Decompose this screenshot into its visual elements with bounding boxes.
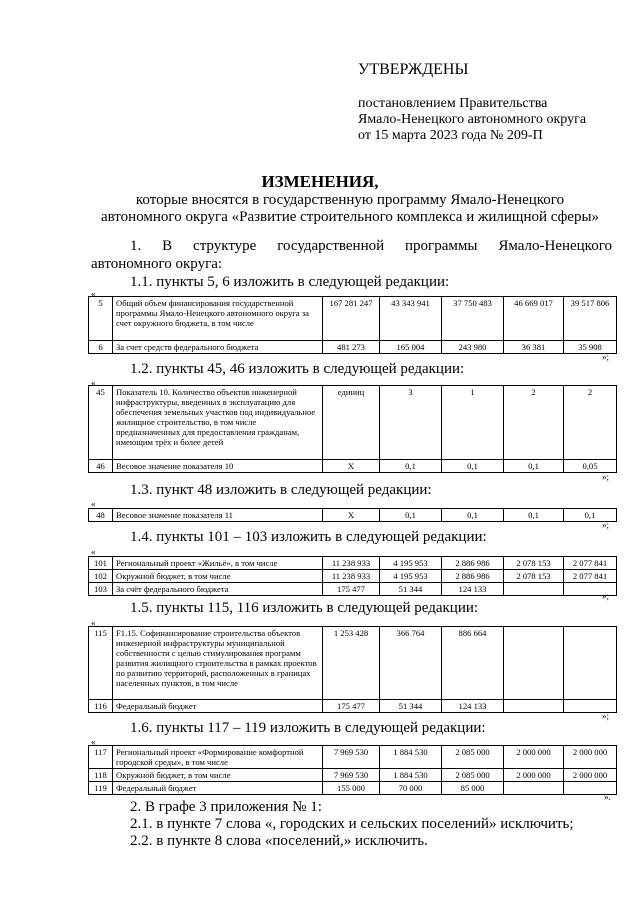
- cell-value: 2 077 841: [564, 557, 617, 570]
- cell-value: 175 477: [323, 583, 380, 596]
- table-row: [89, 570, 617, 583]
- quote-close: »;: [602, 591, 610, 601]
- quote-open: «: [91, 289, 96, 299]
- row-text: Весовое значение показателя 10: [113, 460, 323, 473]
- cell-value: 35 908: [564, 341, 617, 354]
- cell-value: 2: [504, 386, 564, 460]
- quote-close: »;: [602, 472, 610, 482]
- decree-line-1: постановлением Правительства: [358, 96, 548, 111]
- subtitle-line-1: которые вносятся в государственную программу Ямало-Ненецкого: [135, 192, 565, 208]
- final-paragraph-3: 2.2. в пункте 8 слова «поселений,» исключить.: [130, 833, 428, 849]
- row-text: За счёт федерального бюджета: [113, 583, 323, 596]
- table-section-1-5: [88, 626, 617, 713]
- row-number: 46: [89, 460, 113, 473]
- cell-value: 2 085 000: [442, 746, 504, 769]
- table-section-1-1: [88, 296, 617, 354]
- paragraph-1-line-2: автономного округа:: [91, 256, 223, 272]
- row-number: 118: [89, 769, 113, 782]
- table-row: [89, 509, 617, 522]
- row-number: 103: [89, 583, 113, 596]
- cell-value: 165 004: [380, 341, 442, 354]
- cell-value: 43 343 941: [380, 297, 442, 341]
- row-text: Показатель 10. Количество объектов инженерной инфраструктуры, введенных в эксплуатацию для обеспечения земельных участков под индивидуальное жилищное строительство, в том числе предназначенных для предоставления гражданам, имеющим трёх и более детей: [113, 386, 323, 460]
- table-row: [89, 341, 617, 354]
- cell-value: [504, 700, 564, 713]
- table-section-1-2: [88, 385, 617, 473]
- quote-open: «: [91, 499, 96, 509]
- cell-value: 3: [380, 386, 442, 460]
- cell-value: 36 381: [504, 341, 564, 354]
- cell-value: 1: [442, 386, 504, 460]
- row-number: 116: [89, 700, 113, 713]
- table-row: [89, 386, 617, 460]
- cell-value: 2 886 986: [442, 570, 504, 583]
- decree-line-2: Ямало-Ненецкого автономного округа: [358, 112, 587, 127]
- cell-value: [504, 782, 564, 795]
- cell-value: 886 664: [442, 627, 504, 700]
- quote-close: »;: [602, 711, 610, 721]
- decree-line-3: от 15 марта 2023 года № 209-П: [358, 128, 543, 143]
- cell-value: 175 477: [323, 700, 380, 713]
- row-text: Общий объем финансирования государственной программы Ямало-Ненецкого автономного округа за счет окружного бюджета, в том числе: [113, 297, 323, 341]
- cell-value: 2 085 000: [442, 769, 504, 782]
- cell-value: 0,1: [564, 509, 617, 522]
- row-text: F1.15. Софинансирование строительства объектов инженерной инфраструктуры муниципальной собственности с целью стимулирования программ развития жилищного строительства в рамках проектов по развитию территорий, расположенных в границах населенных пунктов, в том числе: [113, 627, 323, 700]
- table-row: [89, 700, 617, 713]
- cell-value: 2 000 000: [564, 746, 617, 769]
- cell-value: [504, 583, 564, 596]
- table-row: [89, 583, 617, 596]
- row-text: Весовое значение показателя 11: [113, 509, 323, 522]
- table-section-1-4: [88, 556, 617, 596]
- final-paragraph-1: 2. В графе 3 приложения № 1:: [130, 799, 322, 815]
- cell-value: 37 750 483: [442, 297, 504, 341]
- cell-value: 2 886 986: [442, 557, 504, 570]
- row-number: 115: [89, 627, 113, 700]
- cell-value: 7 969 530: [323, 769, 380, 782]
- table-row: [89, 746, 617, 769]
- paragraph-1-line-1: 1. В структуре государственной программы Ямало-Ненецкого: [130, 238, 612, 254]
- cell-value: 0,1: [504, 460, 564, 473]
- cell-value: 46 669 017: [504, 297, 564, 341]
- cell-value: единиц: [323, 386, 380, 460]
- cell-value: 2 000 000: [504, 769, 564, 782]
- final-paragraph-2: 2.1. в пункте 7 слова «, городских и сельских поселений» исключить;: [130, 816, 574, 832]
- cell-value: 39 517 806: [564, 297, 617, 341]
- quote-close: ».: [604, 792, 611, 802]
- row-text: Федеральный бюджет: [113, 782, 323, 795]
- cell-value: 7 969 530: [323, 746, 380, 769]
- section-heading: 1.3. пункт 48 изложить в следующей редакции:: [130, 482, 432, 498]
- row-number: 5: [89, 297, 113, 341]
- cell-value: 4 195 953: [380, 557, 442, 570]
- document-title: ИЗМЕНЕНИЯ,: [261, 172, 379, 191]
- cell-value: 0,1: [442, 460, 504, 473]
- table-row: [89, 460, 617, 473]
- cell-value: 85 000: [442, 782, 504, 795]
- table-section-1-6: [88, 745, 617, 795]
- row-number: 48: [89, 509, 113, 522]
- table-row: [89, 557, 617, 570]
- cell-value: 1 884 530: [380, 746, 442, 769]
- row-number: 117: [89, 746, 113, 769]
- row-text: Окружной бюджет, в том числе: [113, 769, 323, 782]
- quote-open: «: [91, 618, 96, 628]
- cell-value: 0,1: [442, 509, 504, 522]
- row-number: 102: [89, 570, 113, 583]
- cell-value: 51 344: [380, 700, 442, 713]
- cell-value: 243 980: [442, 341, 504, 354]
- subtitle-line-2: автономного округа «Развитие строительного комплекса и жилищной сферы»: [100, 209, 600, 225]
- quote-close: »;: [602, 352, 610, 362]
- cell-value: 2 077 841: [564, 570, 617, 583]
- cell-value: 2 078 153: [504, 557, 564, 570]
- cell-value: 2 000 000: [504, 746, 564, 769]
- quote-open: «: [91, 378, 96, 388]
- cell-value: 481 273: [323, 341, 380, 354]
- row-number: 119: [89, 782, 113, 795]
- section-heading: 1.1. пункты 5, 6 изложить в следующей редакции:: [130, 274, 450, 290]
- cell-value: 2: [564, 386, 617, 460]
- section-heading: 1.2. пункты 45, 46 изложить в следующей редакции:: [130, 361, 465, 377]
- table-row: [89, 769, 617, 782]
- cell-value: 167 281 247: [323, 297, 380, 341]
- table-row: [89, 627, 617, 700]
- cell-value: X: [323, 460, 380, 473]
- cell-value: 124 133: [442, 583, 504, 596]
- row-text: Окружной бюджет, в том числе: [113, 570, 323, 583]
- cell-value: 1 884 530: [380, 769, 442, 782]
- cell-value: X: [323, 509, 380, 522]
- cell-value: 366 764: [380, 627, 442, 700]
- cell-value: 70 000: [380, 782, 442, 795]
- section-heading: 1.5. пункты 115, 116 изложить в следующей редакции:: [130, 600, 479, 616]
- table-row: [89, 297, 617, 341]
- table-row: [89, 782, 617, 795]
- quote-close: »;: [602, 520, 610, 530]
- section-heading: 1.6. пункты 117 – 119 изложить в следующей редакции:: [130, 720, 486, 736]
- row-text: Региональный проект «Формирование комфортной городской среды», в том числе: [113, 746, 323, 769]
- quote-open: «: [91, 737, 96, 747]
- row-text: За счет средств федерального бюджета: [113, 341, 323, 354]
- cell-value: 2 000 000: [564, 769, 617, 782]
- cell-value: 155 000: [323, 782, 380, 795]
- cell-value: 0,1: [380, 509, 442, 522]
- row-text: Федеральный бюджет: [113, 700, 323, 713]
- cell-value: 124 133: [442, 700, 504, 713]
- cell-value: 0,05: [564, 460, 617, 473]
- cell-value: 0,1: [380, 460, 442, 473]
- row-number: 45: [89, 386, 113, 460]
- cell-value: 11 238 933: [323, 557, 380, 570]
- cell-value: 4 195 953: [380, 570, 442, 583]
- cell-value: 51 344: [380, 583, 442, 596]
- quote-open: «: [91, 547, 96, 557]
- approved-title: УТВЕРЖДЕНЫ: [358, 61, 469, 78]
- row-number: 101: [89, 557, 113, 570]
- cell-value: [564, 627, 617, 700]
- cell-value: 2 078 153: [504, 570, 564, 583]
- cell-value: 1 253 428: [323, 627, 380, 700]
- section-heading: 1.4. пункты 101 – 103 изложить в следующей редакции:: [130, 529, 487, 545]
- cell-value: [504, 627, 564, 700]
- row-number: 6: [89, 341, 113, 354]
- cell-value: 0,1: [504, 509, 564, 522]
- cell-value: 11 238 933: [323, 570, 380, 583]
- table-section-1-3: [88, 508, 617, 522]
- row-text: Региональный проект «Жильё», в том числе: [113, 557, 323, 570]
